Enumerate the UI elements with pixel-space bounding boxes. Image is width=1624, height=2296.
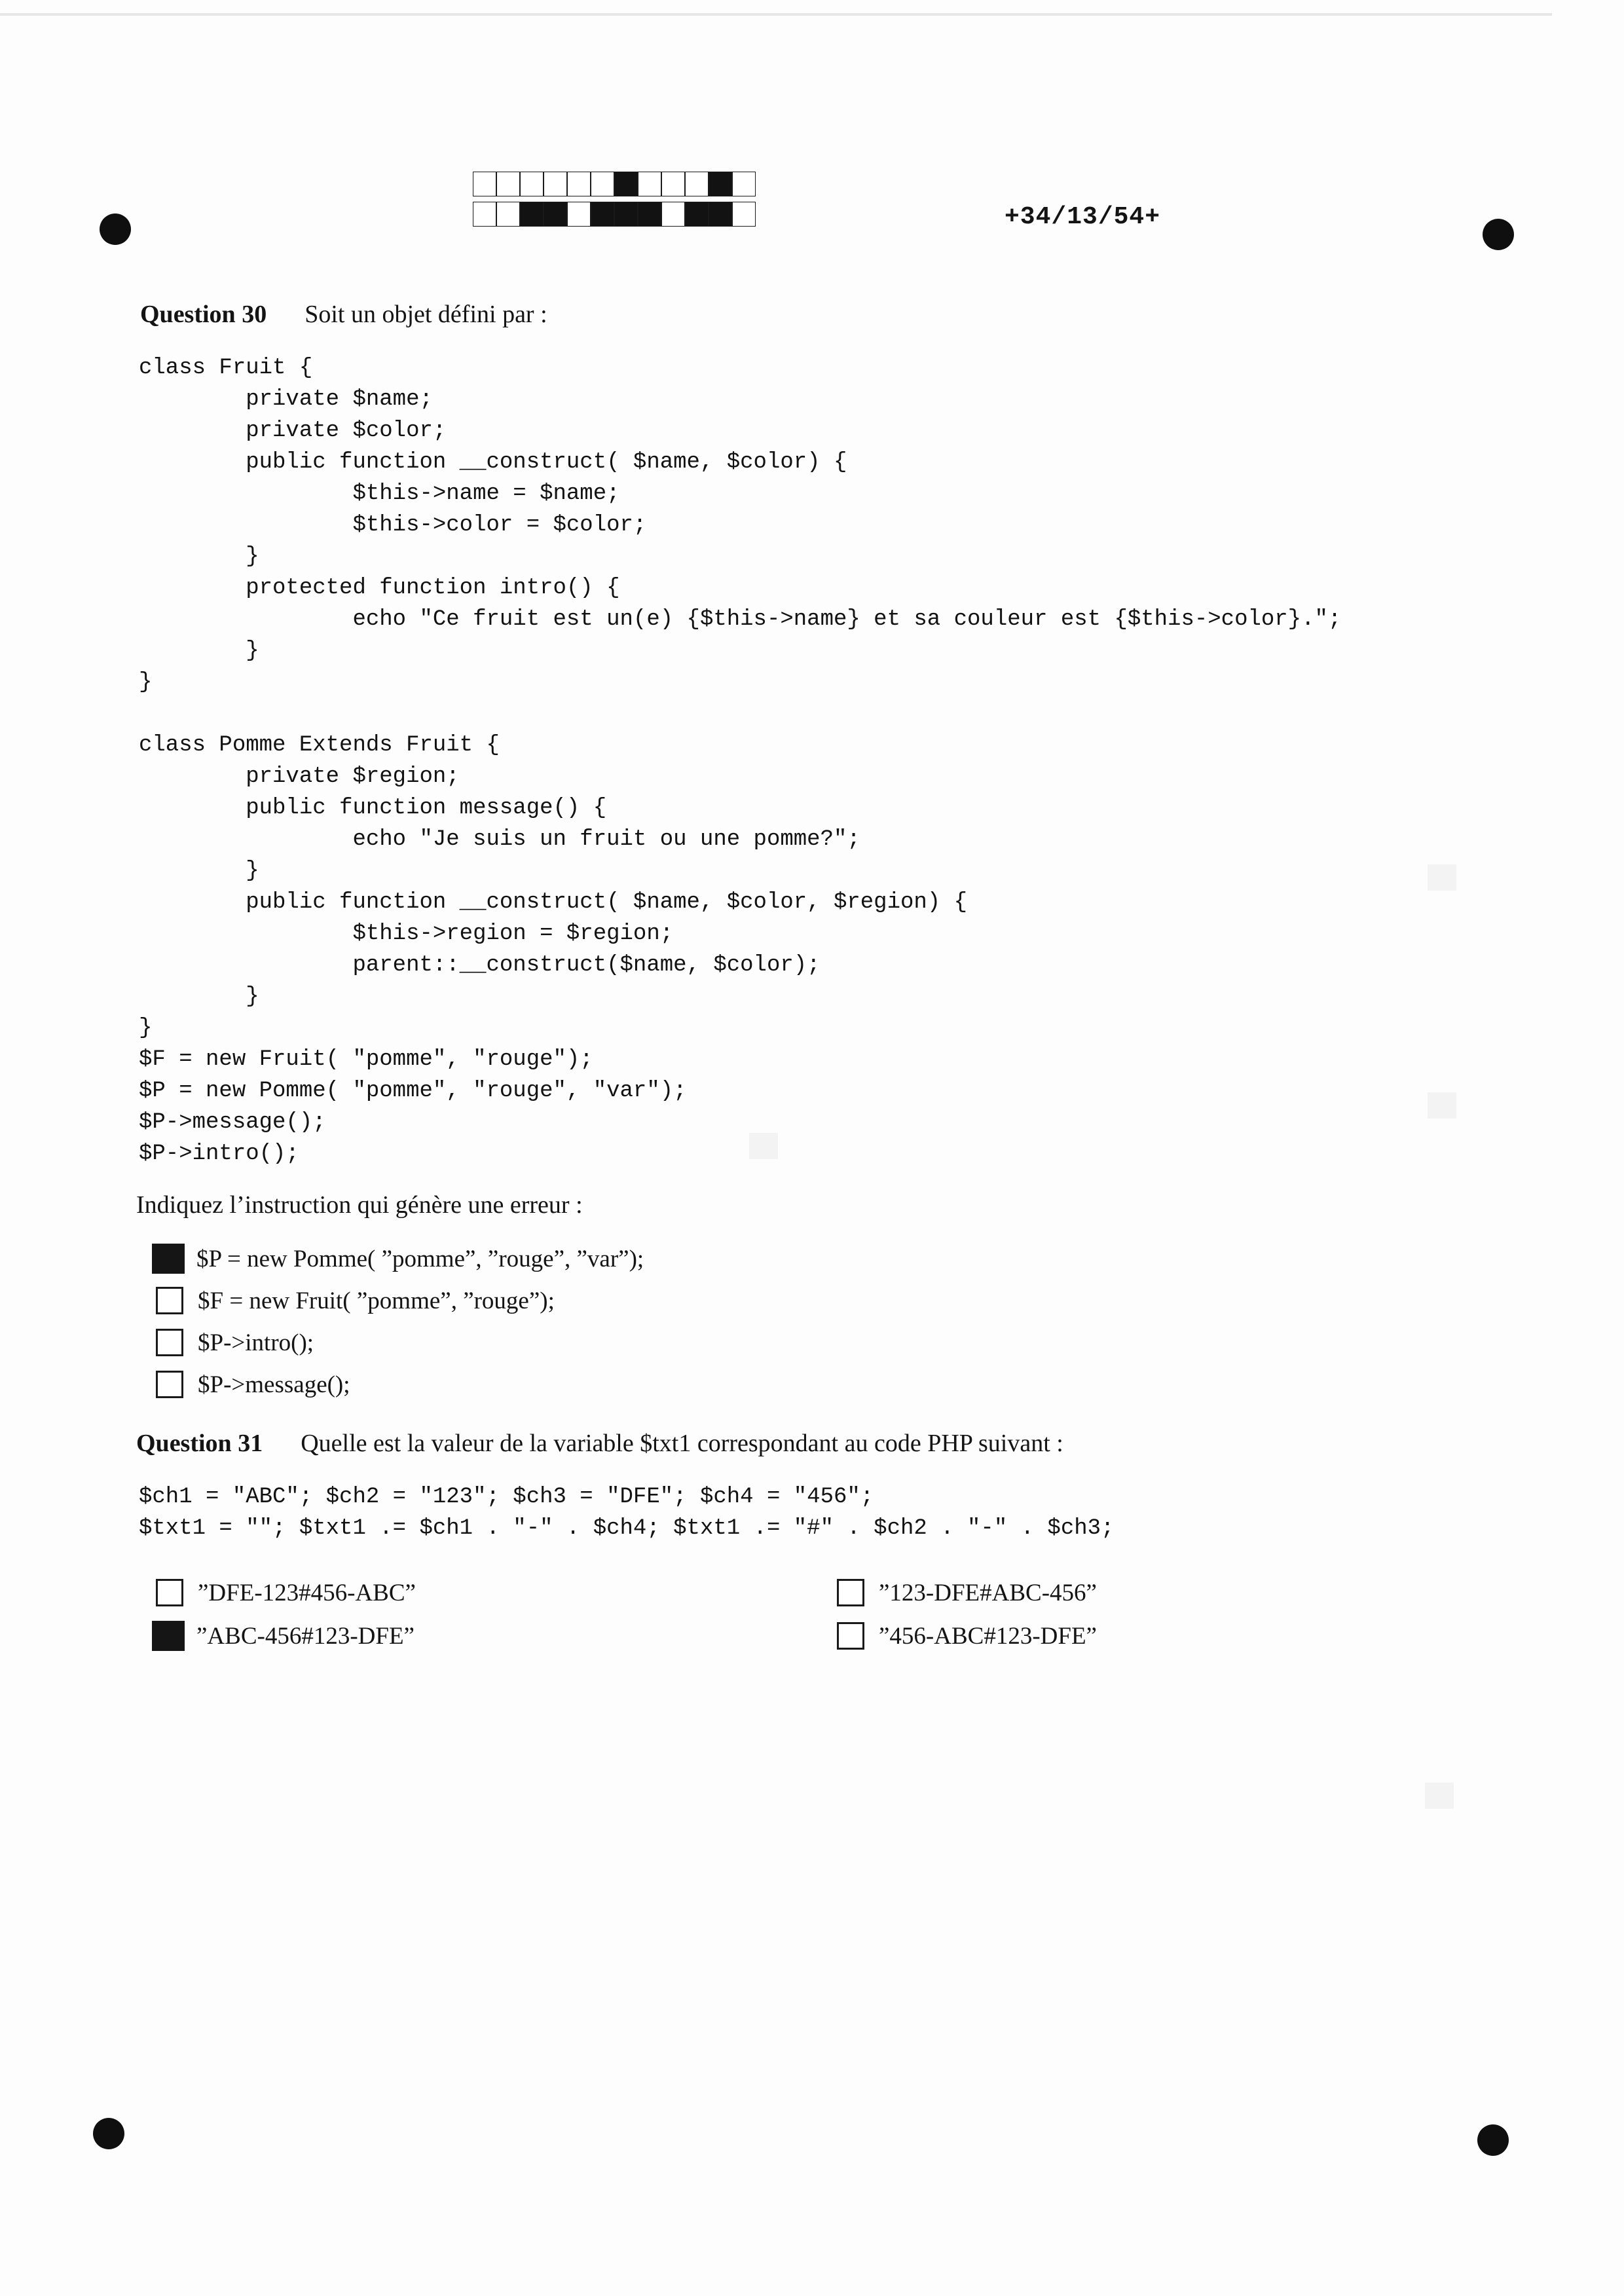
answer-checkbox[interactable]: [156, 1287, 183, 1314]
barcode-cell: [567, 202, 591, 227]
question-30-answers: [156, 1238, 644, 1405]
answer-checkbox[interactable]: [152, 1621, 185, 1651]
question-label: Question 31: [136, 1430, 263, 1457]
barcode-cell: [732, 202, 756, 227]
barcode-row: [473, 202, 756, 228]
barcode-cell: [661, 172, 685, 196]
barcode-cell: [473, 172, 496, 196]
barcode-cell: [567, 172, 591, 196]
barcode-cell: [638, 202, 661, 227]
scan-artifact: [749, 1133, 778, 1159]
barcode-cell: [544, 202, 567, 227]
answer-text: ”DFE-123#456-ABC”: [198, 1579, 416, 1606]
answer-option[interactable]: [156, 1322, 644, 1363]
answer-checkbox[interactable]: [837, 1622, 864, 1650]
question-31-code: $ch1 = "ABC"; $ch2 = "123"; $ch3 = "DFE"; $ch4 = "456"; $txt1 = ""; $txt1 .= $ch1 . "-" . $ch4; $txt1 .= "#" . $ch2 . "-" . $ch3;: [139, 1485, 1115, 1541]
barcode-cell: [732, 172, 756, 196]
scan-artifact: [1428, 1092, 1456, 1119]
question-30-code: class Fruit { private $name; private $color; public function __construct( $name, $color) { $this->name = $name; $this->color = $color; } protected function intro() { echo "Ce fruit est un(e) {$this->name} et sa couleur est {$this->color}."; } } class Pomme Extends Fruit { private $region; public function message() { echo "Je suis un fruit ou une pomme?"; } public function __construct( $name, $color, $region) { $this->region = $region; parent::__construct($name, $color); } } $F = new Fruit( "pomme", "rouge"); $P = new Pomme( "pomme", "rouge", "var"); $P->message(); $P->intro();: [139, 356, 1342, 1166]
barcode-cell: [614, 172, 638, 196]
answer-option[interactable]: [156, 1280, 644, 1322]
barcode-row: [473, 172, 756, 198]
answer-text: $P->intro();: [198, 1329, 314, 1356]
barcode-cell: [685, 172, 709, 196]
answer-checkbox[interactable]: [156, 1329, 183, 1356]
barcode-cell: [709, 202, 732, 227]
barcode-cell: [496, 172, 520, 196]
barcode-cell: [591, 172, 614, 196]
barcode-cell: [685, 202, 709, 227]
answer-text: $P = new Pomme( ”pomme”, ”rouge”, ”var”);: [196, 1245, 644, 1272]
registration-mark-bottom-right: [1477, 2124, 1509, 2156]
answer-checkbox[interactable]: [156, 1371, 183, 1398]
answer-text: ”ABC-456#123-DFE”: [196, 1622, 415, 1650]
answer-text: $F = new Fruit( ”pomme”, ”rouge”);: [198, 1287, 555, 1314]
question-30-prompt: Indiquez l’instruction qui génère une erreur :: [136, 1191, 583, 1219]
barcode-cell: [520, 172, 544, 196]
registration-mark-top-right: [1483, 219, 1514, 250]
answer-checkbox[interactable]: [156, 1579, 183, 1606]
page-identifier: +34/13/54+: [1005, 203, 1161, 231]
question-31-header: [136, 1429, 1063, 1458]
barcode-cell: [591, 202, 614, 227]
question-text: Quelle est la valeur de la variable $txt1 correspondant au code PHP suivant :: [301, 1430, 1063, 1457]
answer-checkbox[interactable]: [837, 1579, 864, 1606]
answer-option[interactable]: [156, 1572, 837, 1614]
barcode-cell: [496, 202, 520, 227]
answer-option[interactable]: [837, 1615, 1269, 1657]
barcode-cell: [520, 202, 544, 227]
scan-artifact: [1428, 864, 1456, 891]
barcode-cell: [709, 172, 732, 196]
question-text: Soit un objet défini par :: [304, 301, 547, 328]
registration-mark-bottom-left: [93, 2118, 124, 2149]
answer-text: ”123-DFE#ABC-456”: [879, 1579, 1097, 1606]
barcode-cell: [544, 172, 567, 196]
answer-option[interactable]: [156, 1615, 837, 1657]
barcode-cell: [638, 172, 661, 196]
question-30-header: [140, 300, 547, 329]
answer-option[interactable]: [837, 1572, 1269, 1614]
registration-mark-top-left: [100, 213, 131, 245]
barcode-cell: [473, 202, 496, 227]
barcode-cell: [661, 202, 685, 227]
question-31-answers: [156, 1572, 1269, 1657]
answer-option[interactable]: [156, 1238, 644, 1280]
answer-option[interactable]: [156, 1363, 644, 1405]
barcode-cell: [614, 202, 638, 227]
answer-text: ”456-ABC#123-DFE”: [879, 1622, 1097, 1650]
answer-text: $P->message();: [198, 1371, 350, 1398]
answer-checkbox[interactable]: [152, 1244, 185, 1274]
scan-artifact: [1425, 1783, 1454, 1809]
student-id-barcode: [473, 172, 756, 232]
scan-edge-line: [0, 13, 1552, 16]
question-label: Question 30: [140, 301, 267, 328]
